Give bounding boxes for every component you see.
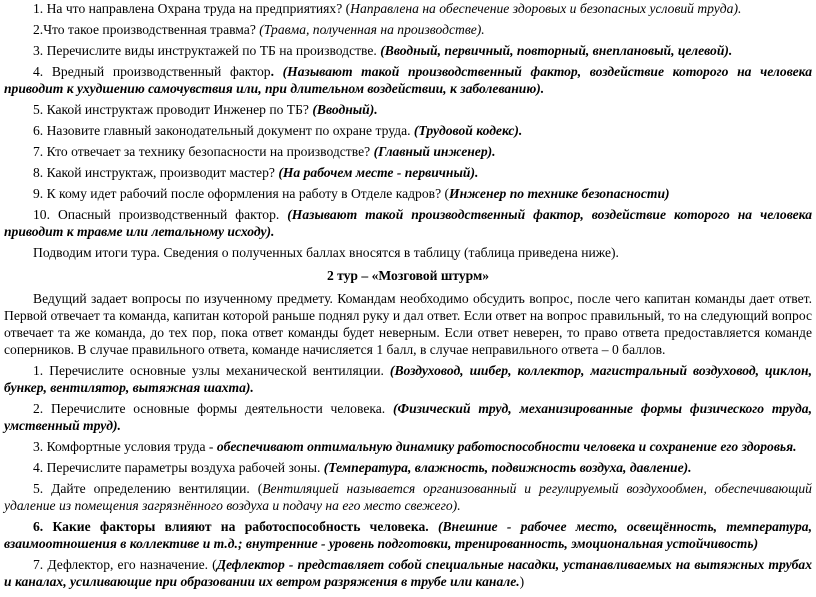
t1-summary: Подводим итоги тура. Сведения о полученных баллах вносятся в таблицу (таблица приведена ниже). <box>33 245 619 260</box>
t2-item-7: 7. Дефлектор, его назначение. (Дефлектор - представляет собой специальные насадки, устанавливаемых на вытяжных трубах и каналах, усиливающие при образовании их ветром разряжения в трубе или канале.) <box>4 557 813 589</box>
t1-answer-2: (Травма, полученная на производстве). <box>259 22 485 37</box>
t2-item-4: 4. Перечислите параметры воздуха рабочей зоны. (Температура, влажность, подвижность воздуха, давление). <box>33 460 692 475</box>
t1-item-5: 5. Какой инструктаж проводит Инженер по ТБ? (Вводный). <box>33 102 378 117</box>
t1-item-9: 9. К кому идет рабочий после оформления на работу в Отделе кадров? (Инженер по технике безопасности) <box>33 186 670 201</box>
t1-answer-10: (Называют такой производственный фактор, воздействие которого на человека приводит к травме или летальному исходу). <box>4 207 812 239</box>
t1-item-7: 7. Кто отвечает за технику безопасности на производстве? (Главный инженер). <box>33 144 496 159</box>
t1-item-6: 6. Назовите главный законодательный документ по охране труда. (Трудовой кодекс). <box>33 123 523 138</box>
t1-item-4: 4. Вредный производственный фактор. (Называют такой производственный фактор, воздействие которого на человека приводит к ухудшению самочувствия или, при длительном воздействии, к заболеванию). <box>4 64 812 96</box>
t2-answer-7: Дефлектор - представляет собой специальные насадки, устанавливаемых на вытяжных трубах и каналах, усиливающие при образовании их ветром разряжения в трубе или канале. <box>4 557 813 589</box>
t1-answer-6: (Трудовой кодекс). <box>413 123 523 138</box>
t2-item-6: 6. Какие факторы влияют на работоспособность человека. (Внешние - рабочее место, освещённость, температура, взаимоотношения в коллективе и т.д.; внутренние - уровень подготовки, тренированность, эмоциональная устойчивость) <box>4 519 812 551</box>
t1-answer-9: Инженер по технике безопасности) <box>449 186 670 201</box>
t2-answer-1: (Воздуховод, шибер, коллектор, магистральный воздуховод, циклон, бункер, вентилятор, вытяжная шахта). <box>4 363 812 395</box>
t2-item-3: 3. Комфортные условия труда - обеспечивают оптимальную динамику работоспособности человека и сохранение его здоровья. <box>33 439 797 454</box>
t2-answer-2: (Физический труд, механизированные формы физического труда, умственный труд). <box>4 401 812 433</box>
t2-item-2: 2. Перечислите основные формы деятельности человека. (Физический труд, механизированные формы физического труда, умственный труд). <box>4 401 812 433</box>
t2-item-5: 5. Дайте определению вентиляции. (Вентиляцией называется организованный и регулируемый воздухообмен, обеспечивающий удаление из помещения загрязнённого воздуха и подачу на его место свежего). <box>4 481 812 513</box>
t1-item-2: 2.Что такое производственная травма? (Травма, полученная на производстве). <box>33 22 485 37</box>
t1-answer-3: (Вводный, первичный, повторный, внеплановый, целевой). <box>380 43 733 58</box>
t1-item-3: 3. Перечислите виды инструктажей по ТБ на производстве. (Вводный, первичный, повторный, внеплановый, целевой). <box>33 43 733 58</box>
tour2-title: 2 тур – «Мозговой штурм» <box>326 268 490 283</box>
t2-answer-6: (Внешние - рабочее место, освещённость, температура, взаимоотношения в коллективе и т.д.; внутренние - уровень подготовки, тренированность, эмоциональная устойчивость) <box>4 519 812 551</box>
t1-answer-7: (Главный инженер). <box>373 144 496 159</box>
t1-answer-5: (Вводный). <box>312 102 378 117</box>
t2-item-1: 1. Перечислите основные узлы механической вентиляции. (Воздуховод, шибер, коллектор, магистральный воздуховод, циклон, бункер, вентилятор, вытяжная шахта). <box>4 363 812 395</box>
t1-item-8: 8. Какой инструктаж, производит мастер? (На рабочем месте - первичный). <box>33 165 479 180</box>
t1-item-1: 1. На что направлена Охрана труда на предприятиях? (Направлена на обеспечение здоровых и безопасных условий труда). <box>33 1 742 16</box>
t2-answer-3: обеспечивают оптимальную динамику работоспособности человека и сохранение его здоровья. <box>216 439 797 454</box>
t1-answer-8: (На рабочем месте - первичный). <box>278 165 479 180</box>
t1-answer-1: Направлена на обеспечение здоровых и безопасных условий труда). <box>350 1 742 16</box>
tour2-intro: Ведущий задает вопросы по изученному предмету. Командам необходимо обсудить вопрос, после чего капитан команды дает ответ. Первой отвечает та команда, капитан которой раньше поднял руку и дал ответ. Если ответ на вопрос правильный, то на следующий вопрос отвечает та же команда, до тех пор, пока ответ команды будет неверным. Если ответ неверен, то право ответа предоставляется команде соперников. В случае правильного ответа, команде начисляется 1 балл, в случае неправильного ответа – 0 баллов. <box>4 291 812 357</box>
t2-answer-5: Вентиляцией называется организованный и регулируемый воздухообмен, обеспечивающий удаление из помещения загрязнённого воздуха и подачу на его место свежего). <box>4 481 812 513</box>
t1-answer-4: (Называют такой производственный фактор, воздействие которого на человека приводит к ухудшению самочувствия или, при длительном воздействии, к заболеванию). <box>4 64 812 96</box>
t2-answer-4: (Температура, влажность, подвижность воздуха, давление). <box>323 460 692 475</box>
t1-item-10: 10. Опасный производственный фактор. (Называют такой производственный фактор, воздействие которого на человека приводит к травме или летальному исходу). <box>4 207 812 239</box>
